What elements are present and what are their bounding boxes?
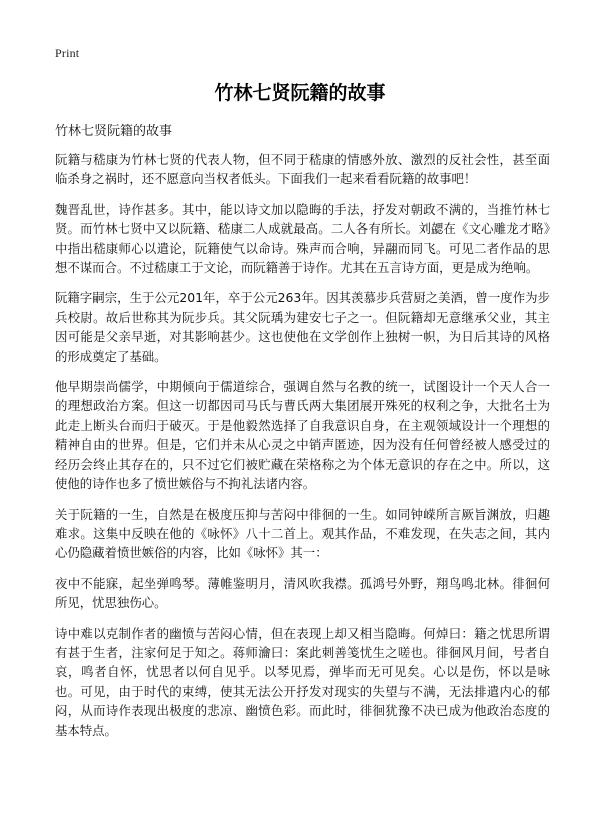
paragraph-thought: 他早期崇尚儒学，中期倾向于儒道综合，强调自然与名教的统一，试图设计一个天人合一的理想政治方案。但这一切都因司马氏与曹氏两大集团展开殊死的权利之争，大批名士为此走上断头台而归于破灭。于是他毅然选择了自我意识自身，在主观领域设计一个理想的精神自由的世界。但是，它们并未从心灵之中销声匿迹，因为没有任何曾经被人感受过的经历会终止其存在的，只不过它们被贮藏在荣格称之为个体无意识的存在之中。所以，这使他的诗作也多了愤世嫉俗与不拘礼法诸内容。 [55, 379, 550, 492]
paragraph-wei-jin: 魏晋乱世，诗作甚多。其中，能以诗文加以隐晦的手法，抒发对朝政不满的，当推竹林七贤。而竹林七贤中又以阮籍、嵇康二人成就最高。二人各有所长。刘勰在《文心雕龙才略》中指出嵇康师心以遣论，阮籍使气以命诗。殊声而合响，异翮而同飞。可见二者作品的思想不谋而合。不过嵇康工于文论，而阮籍善于诗作。尤其在五言诗方面，更是成为绝响。 [55, 201, 550, 276]
paragraph-analysis: 诗中难以克制作者的幽愤与苦闷心情，但在表现上却又相当隐晦。何焯曰：籍之忧思所谓有甚于生者，注家何足于知之。蒋师瀹曰：案此刺善笺忧生之嗟也。徘徊风月间，号者自哀，鸣者自怀，忧思者以何自见乎。以琴见焉，弹毕而无可见矣。心以是伤，怀以是咏也。可见，由于时代的束缚，使其无法公开抒发对现实的失望与不满，无法排遣内心的郁闷，从而诗作表现出极度的悲凉、幽愤色彩。而此时，徘徊犹豫不决已成为他政治态度的基本特点。 [55, 625, 550, 738]
print-label: Print [55, 46, 80, 60]
paragraph-poem: 夜中不能寐，起坐弹鸣琴。薄帷鉴明月，清风吹我襟。孤鸿号外野，翔鸟鸣北林。徘徊何所见，忧思独伤心。 [55, 575, 550, 611]
paragraph-life: 关于阮籍的一生，自然是在极度压抑与苦闷中徘徊的一生。如同钟嵘所言厥旨渊放，归趣难求。这集中反映在他的《咏怀》八十二首上。观其作品，不难发现，在失志之间，其内心仍隐藏着愤世嫉俗的内容，比如《咏怀》其一： [55, 506, 550, 561]
article-body [55, 150, 550, 751]
article-subtitle: 竹林七贤阮籍的故事 [55, 124, 173, 139]
paragraph-biography: 阮籍字嗣宗，生于公元201年，卒于公元263年。因其羡慕步兵营厨之美酒，曾一度作为步兵校尉。故后世称其为阮步兵。其父阮瑀为建安七子之一。但阮籍却无意继承父业，其主因可能是父亲早逝，对其影响甚少。这也使他在文学创作上独树一帜，为日后其诗的风格的形成奠定了基础。 [55, 290, 550, 364]
paragraph-intro: 阮籍与嵇康为竹林七贤的代表人物，但不同于嵇康的情感外放、激烈的反社会性，甚至面临杀身之祸时，还不愿意向当权者低头。下面我们一起来看看阮籍的故事吧！ [55, 152, 550, 187]
page-title: 竹林七贤阮籍的故事 [214, 82, 386, 104]
